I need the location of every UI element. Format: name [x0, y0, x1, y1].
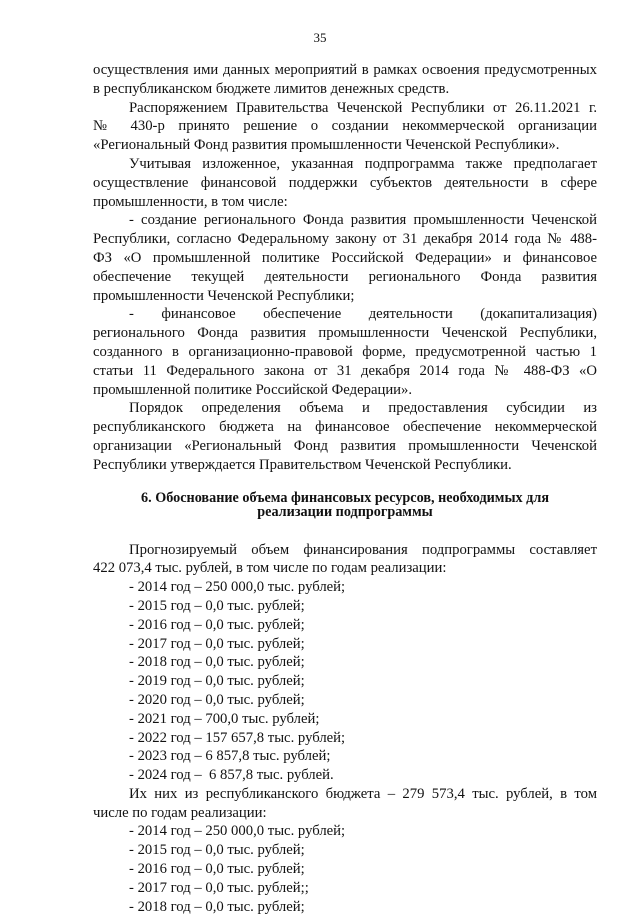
document-body [93, 61, 597, 916]
list-item: - 2018 год – 0,0 тыс. рублей; [129, 898, 305, 915]
text-line: промышленности Чеченской Республики; [93, 287, 355, 304]
list-item: - 2021 год – 700,0 тыс. рублей; [129, 710, 320, 727]
list-item: - 2014 год – 250 000,0 тыс. рублей; [129, 579, 346, 596]
text-line: № 430-р принято решение о создании некоммерческой организации [93, 118, 597, 135]
list-item: - 2017 год – 0,0 тыс. рублей;; [129, 879, 309, 896]
section-heading [93, 491, 597, 519]
paragraph-republican-budget [93, 785, 597, 823]
text-line: - создание регионального Фонда развития промышленности Чеченской [129, 212, 597, 229]
paragraph-subsidy-procedure [93, 399, 597, 474]
text-line: «Региональный Фонд развития промышленности Чеченской Республики». [93, 137, 560, 154]
list-item: - 2015 год – 0,0 тыс. рублей; [129, 597, 305, 614]
text-line: в республиканском бюджете лимитов денежных средств. [93, 80, 450, 97]
paragraph-support [93, 155, 597, 211]
text-line: организации «Региональный Фонд развития промышленности Чеченской [93, 437, 597, 454]
list-item: - 2020 год – 0,0 тыс. рублей; [129, 691, 305, 708]
list-item: - 2024 год – 6 857,8 тыс. рублей. [129, 767, 334, 784]
text-line: регионального Фонда развития промышленности Чеченской Республики, [93, 325, 597, 342]
paragraph-fund-creation [93, 211, 597, 305]
list-item: - 2019 год – 0,0 тыс. рублей; [129, 673, 305, 690]
page-number: 35 [313, 30, 327, 45]
heading-line: реализации подпрограммы [257, 503, 433, 520]
text-line: созданного в организационно-правовой форме, предусмотренной частью 1 [93, 343, 597, 360]
paragraph-capitalization [93, 305, 597, 399]
text-line: обеспечение текущей деятельности регионального Фонда развития [93, 268, 597, 285]
text-line: Республики утверждается Правительством Чеченской Республики. [93, 456, 512, 473]
paragraph-decree [93, 99, 597, 155]
list-item: - 2022 год – 157 657,8 тыс. рублей; [129, 729, 346, 746]
text-line: осуществления ими данных мероприятий в рамках освоения предусмотренных [93, 62, 597, 78]
list-item: - 2023 год – 6 857,8 тыс. рублей; [129, 748, 331, 765]
text-line: ФЗ «О промышленной политике Российской Федерации» и финансовое [93, 249, 597, 266]
republican-budget-by-year-list [93, 822, 597, 916]
list-item: - 2015 год – 0,0 тыс. рублей; [129, 842, 305, 859]
heading-line: 6. Обоснование объема финансовых ресурсов, необходимых для [141, 489, 549, 506]
list-item: - 2016 год – 0,0 тыс. рублей; [129, 616, 305, 633]
text-line: 422 073,4 тыс. рублей, в том числе по годам реализации: [93, 560, 447, 577]
text-line: Порядок определения объема и предоставления субсидии из [129, 400, 597, 417]
text-line: осуществление финансовой поддержки субъектов деятельности в сфере [93, 174, 597, 191]
text-line: промышленности, в том числе: [93, 193, 288, 210]
text-line: Прогнозируемый объем финансирования подпрограммы составляет [129, 541, 597, 558]
text-line: Республики, согласно Федеральному закону от 31 декабря 2014 года № 488- [93, 231, 597, 248]
text-line: Учитывая изложенное, указанная подпрограмма также предполагает [129, 155, 597, 172]
text-line: промышленной политике Российской Федерации». [93, 381, 413, 398]
text-line: республиканского бюджета на финансовое обеспечение некоммерческой [93, 419, 597, 436]
text-line: - финансовое обеспечение деятельности (докапитализация) [129, 306, 597, 323]
list-item: - 2017 год – 0,0 тыс. рублей; [129, 635, 305, 652]
list-item: - 2014 год – 250 000,0 тыс. рублей; [129, 823, 346, 840]
paragraph-continuation [93, 61, 597, 99]
funding-by-year-list [93, 578, 597, 785]
text-line: Их них из республиканского бюджета – 279 573,4 тыс. рублей, в том [129, 785, 597, 802]
paragraph-funding-total [93, 541, 597, 579]
list-item: - 2018 год – 0,0 тыс. рублей; [129, 654, 305, 671]
text-line: Распоряжением Правительства Чеченской Республики от 26.11.2021 г. [129, 99, 597, 116]
text-line: числе по годам реализации: [93, 804, 267, 821]
list-item: - 2016 год – 0,0 тыс. рублей; [129, 861, 305, 878]
text-line: статьи 11 Федерального закона от 31 декабря 2014 года № 488-ФЗ «О [93, 362, 597, 379]
